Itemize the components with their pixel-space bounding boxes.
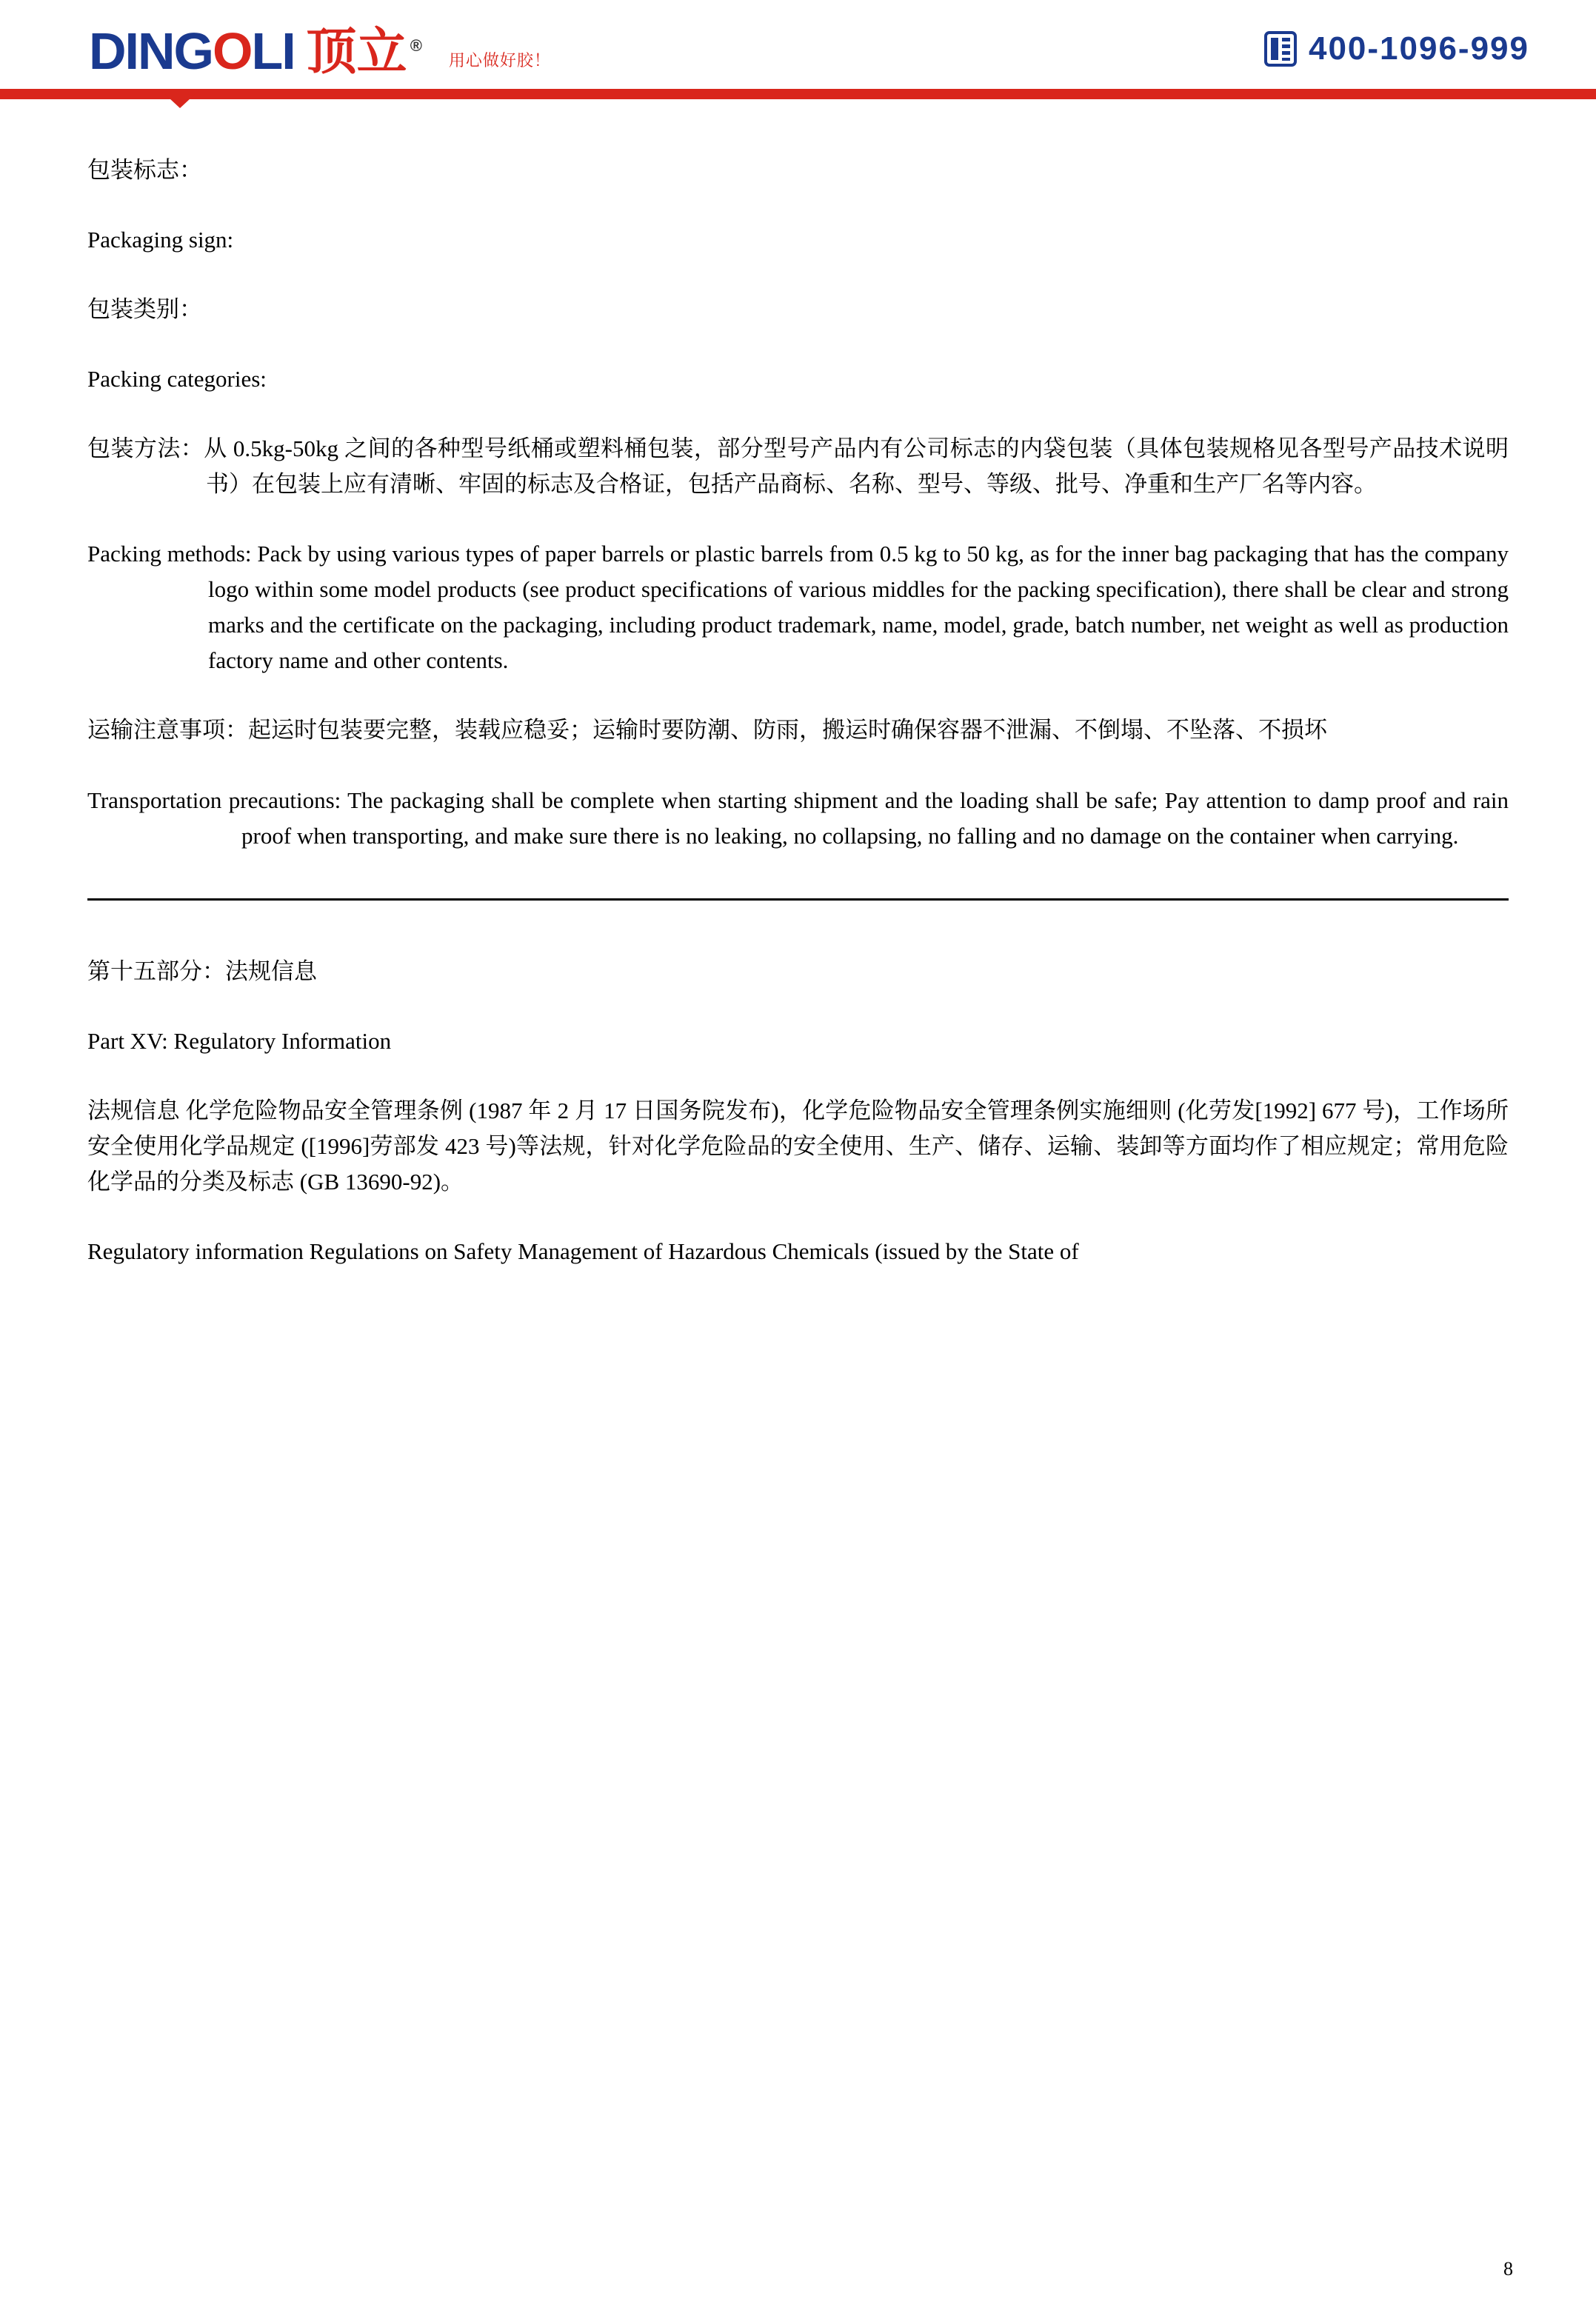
paragraph-packing-methods-en: Packing methods: Pack by using various types of paper barrels or plastic barrels from 0.5 kg to 50 kg, as for the inner bag packaging that has the company logo within some model products (see product specifications of various middles for the packing specification), there shall be clear and strong marks and the certificate on the packaging, including product trademark, name, model, grade, batch number, net weight as well as production factory name and other contents. xyxy=(87,541,1509,674)
paragraph-packaging-sign-en: Packaging sign: xyxy=(87,227,234,253)
section-body-en: Regulatory information Regulations on Safety Management of Hazardous Chemicals (issued by the State of xyxy=(87,1238,1079,1264)
logo-latin-o: O xyxy=(213,22,252,80)
logo-chinese-chars: 顶立 xyxy=(306,24,407,80)
section-title-en: Part XV: Regulatory Information xyxy=(87,1027,392,1054)
header-notch-shape xyxy=(159,89,201,108)
paragraph-packaging-sign-cn: 包装标志： xyxy=(87,157,202,183)
section-divider xyxy=(87,898,1509,901)
header-inner xyxy=(0,0,1596,89)
company-logo xyxy=(89,22,551,80)
document-body xyxy=(0,118,1596,1269)
section-title-cn: 第十五部分：法规信息 xyxy=(87,958,317,984)
paragraph-packing-categories-cn: 包装类别： xyxy=(87,296,202,323)
logo-latin-text xyxy=(89,22,295,80)
section-body-cn: 法规信息 化学危险物品安全管理条例 (1987 年 2 月 17 日国务院发布)，化学危险物品安全管理条例实施细则 (化劳发[1992] 677 号)，工作场所安全使用化学品规定 ([1996]劳部发 423 号)等法规，针对化学危险品的安全使用、生产、储存、运输、装卸等方面均作了相应规定；常用危险化学品的分类及标志 (GB 13690-92)。 xyxy=(87,1097,1509,1195)
logo-latin-part2: LI xyxy=(251,22,295,80)
paragraph-transport-precautions-en: Transportation precautions: The packaging shall be complete when starting shipment and the loading shall be safe; Pay attention to damp proof and rain proof when transporting, and make sure there is no leaking, no collapsing, no falling and no damage on the container when carrying. xyxy=(87,787,1509,849)
registered-mark-icon: ® xyxy=(410,36,422,56)
logo-latin-part1: DING xyxy=(89,22,213,80)
telephone-icon xyxy=(1264,31,1297,67)
page-number: 8 xyxy=(1503,2258,1513,2280)
contact-phone xyxy=(1264,30,1529,72)
header-red-rule xyxy=(0,89,1596,99)
logo-slogan: 用心做好胶！ xyxy=(448,51,551,70)
paragraph-packing-methods-cn: 包装方法：从 0.5kg-50kg 之间的各种型号纸桶或塑料桶包装，部分型号产品内有公司标志的内袋包装（具体包装规格见各型号产品技术说明书）在包装上应有清晰、牢固的标志及合格证，包括产品商标、名称、型号、等级、批号、净重和生产厂名等内容。 xyxy=(87,435,1509,498)
phone-number: 400-1096-999 xyxy=(1308,30,1529,67)
paragraph-transport-precautions-cn: 运输注意事项：起运时包装要完整，装载应稳妥；运输时要防潮、防雨，搬运时确保容器不泄漏、不倒塌、不坠落、不损坏 xyxy=(87,717,1327,744)
paragraph-packing-categories-en: Packing categories: xyxy=(87,366,267,393)
page-header xyxy=(0,0,1596,118)
logo-chinese-text xyxy=(306,24,422,80)
